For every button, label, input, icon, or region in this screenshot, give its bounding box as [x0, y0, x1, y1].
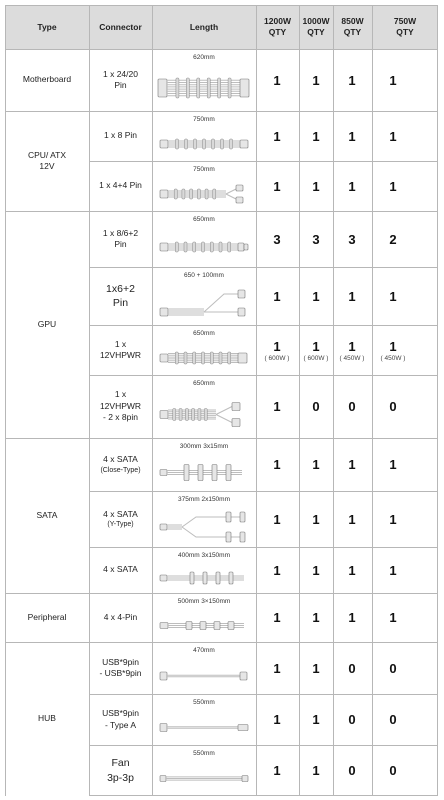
type-cpu-atx-12v: CPU/ ATX 12V: [27, 149, 67, 171]
qty-cell: [257, 211, 297, 267]
qty-cell: [296, 375, 336, 438]
connector-label: 1 x 8/6+2 Pin: [102, 227, 139, 249]
grid-column-line: [5, 5, 6, 796]
type-motherboard: Motherboard: [22, 74, 72, 85]
qty-cell: [296, 111, 336, 161]
connector-sublabel: (Y-Type): [107, 521, 134, 529]
qty-value: 1: [312, 178, 320, 194]
connector-cell: [89, 694, 152, 745]
qty-value: 0: [389, 660, 397, 676]
connector-cell: [89, 438, 152, 491]
qty-value: 1: [348, 288, 356, 304]
connector-cell: [89, 745, 152, 796]
qty-value: 1: [273, 128, 281, 144]
qty-cell: [257, 642, 297, 694]
qty-value: 1: [389, 128, 397, 144]
qty-value: 0: [348, 399, 356, 414]
qty-value: 1: [348, 128, 356, 144]
qty-cell: [257, 161, 297, 211]
qty-cell: [332, 745, 372, 796]
qty-wattage-note: ( 450W ): [380, 354, 406, 362]
grid-row-line: [89, 375, 438, 376]
qty-value: 1: [312, 128, 320, 144]
qty-value: 1: [273, 610, 281, 625]
qty-value: 1: [389, 178, 397, 194]
qty-cell: [296, 161, 336, 211]
connector-label: USB*9pin - Type A: [102, 708, 139, 730]
qty-value: 0: [348, 660, 356, 676]
qty-cell: [257, 325, 297, 375]
qty-value: 1: [348, 72, 356, 88]
qty-value: 1: [273, 288, 281, 304]
qty-cell: [332, 49, 372, 111]
qty-cell: [332, 375, 372, 438]
type-hub: HUB: [38, 713, 56, 724]
qty-value: 1: [273, 338, 281, 354]
grid-column-line: [89, 5, 90, 796]
connector-label: 4 x SATA: [103, 564, 138, 575]
qty-cell: [296, 745, 336, 796]
qty-cell: [373, 491, 413, 547]
connector-label: 4 x SATA: [103, 508, 138, 519]
qty-value: 1: [273, 399, 281, 414]
qty-value: 1: [273, 178, 281, 194]
qty-cell: [332, 642, 372, 694]
cable-length-label: 620mm: [193, 54, 215, 61]
qty-cell: [296, 211, 336, 267]
cable-illustration: [156, 281, 252, 321]
cable-illustration: [156, 607, 252, 638]
qty-value: 0: [389, 399, 397, 414]
connector-label: Fan 3p-3p: [107, 757, 134, 784]
qty-cell: [373, 49, 413, 111]
cable-illustration: [156, 125, 252, 157]
qty-cell: [332, 161, 372, 211]
qty-cell: [296, 593, 336, 642]
qty-value: 1: [273, 712, 281, 727]
connector-cell: [89, 375, 152, 438]
cable-length-label: 400mm 3x150mm: [177, 552, 231, 559]
qty-value: 1: [273, 457, 281, 472]
qty-cell: [332, 438, 372, 491]
grid-row-line: [5, 111, 438, 112]
cable-length-label: 375mm 2x150mm: [177, 496, 231, 503]
qty-value: 0: [389, 712, 397, 727]
qty-value: 3: [312, 231, 320, 247]
grid-row-line: [5, 5, 438, 6]
qty-value: 1: [348, 178, 356, 194]
qty-value: 0: [348, 712, 356, 727]
grid-column-line: [152, 5, 153, 796]
qty-value: 1: [389, 72, 397, 88]
qty-value: 1: [389, 610, 397, 625]
qty-cell: [332, 111, 372, 161]
header-1000w-qty: 1000W QTY: [302, 16, 330, 37]
cable-length-label: 650mm: [193, 330, 215, 337]
cable-length-label: 550mm: [193, 750, 215, 757]
qty-cell: [257, 694, 297, 745]
qty-cell: [296, 438, 336, 491]
qty-value: 1: [312, 763, 320, 778]
cable-illustration: [156, 656, 252, 690]
qty-cell: [257, 267, 297, 325]
cable-illustration: [156, 339, 252, 371]
qty-cell: [257, 745, 297, 796]
connector-label: 1 x 24/20 Pin: [103, 68, 138, 90]
cable-illustration: [156, 505, 252, 543]
qty-cell: [296, 547, 336, 593]
qty-cell: [257, 593, 297, 642]
qty-cell: [296, 49, 336, 111]
connector-label: 1 x 8 Pin: [103, 130, 138, 141]
grid-row-line: [89, 795, 438, 796]
connector-cell: [89, 211, 152, 267]
connector-cell: [89, 547, 152, 593]
qty-cell: [332, 547, 372, 593]
qty-wattage-note: ( 450W ): [339, 354, 365, 362]
connector-label: 1 x 12VHPWR - 2 x 8pin: [99, 389, 142, 423]
qty-value: 1: [312, 72, 320, 88]
cable-illustration: [156, 225, 252, 263]
type-peripheral: Peripheral: [27, 611, 67, 622]
qty-cell: [373, 111, 413, 161]
qty-cell: [296, 267, 336, 325]
connector-cell: [89, 161, 152, 211]
connector-label: 4 x SATA: [103, 454, 138, 465]
grid-row-line: [89, 267, 438, 268]
grid-row-line: [5, 642, 438, 643]
qty-cell: [257, 49, 297, 111]
qty-cell: [373, 593, 413, 642]
qty-value: 1: [312, 288, 320, 304]
qty-cell: [373, 161, 413, 211]
qty-cell: [373, 211, 413, 267]
qty-cell: [332, 593, 372, 642]
connector-cell: [89, 491, 152, 547]
qty-value: 1: [348, 511, 356, 527]
qty-cell: [373, 694, 413, 745]
qty-cell: [373, 745, 413, 796]
connector-cell: [89, 267, 152, 325]
qty-cell: [296, 491, 336, 547]
type-gpu: GPU: [37, 318, 57, 329]
qty-value: 1: [389, 457, 397, 472]
qty-value: 1: [273, 562, 281, 578]
qty-value: 0: [312, 399, 320, 414]
qty-cell: [332, 694, 372, 745]
header-850w-qty: 850W QTY: [341, 16, 364, 37]
connector-label: 4 x 4-Pin: [103, 611, 138, 622]
grid-row-line: [5, 211, 438, 212]
qty-wattage-note: ( 600W ): [303, 354, 329, 362]
cable-length-label: 470mm: [193, 647, 215, 654]
qty-cell: [332, 267, 372, 325]
grid-column-line: [437, 5, 438, 796]
cable-length-label: 500mm 3×150mm: [177, 598, 231, 605]
grid-column-line: [256, 5, 257, 796]
header-connector: Connector: [99, 21, 142, 32]
qty-cell: [296, 694, 336, 745]
grid-row-line: [89, 325, 438, 326]
connector-label: 1x6+2 Pin: [106, 282, 135, 309]
qty-value: 1: [348, 338, 356, 354]
connector-cell: [89, 642, 152, 694]
grid-row-line: [89, 491, 438, 492]
qty-value: 1: [389, 562, 397, 578]
qty-value: 1: [312, 562, 320, 578]
qty-value: 2: [389, 231, 397, 247]
qty-value: 1: [312, 457, 320, 472]
header-type: Type: [37, 21, 57, 32]
qty-value: 1: [348, 562, 356, 578]
grid-row-line: [89, 694, 438, 695]
qty-cell: [373, 325, 413, 375]
qty-value: 1: [312, 511, 320, 527]
qty-cell: [332, 325, 372, 375]
qty-cell: [332, 491, 372, 547]
connector-cell: [89, 111, 152, 161]
qty-value: 1: [348, 457, 356, 472]
cable-length-label: 550mm: [193, 699, 215, 706]
cable-illustration: [156, 708, 252, 741]
qty-cell: [257, 438, 297, 491]
grid-column-line: [299, 5, 300, 796]
qty-cell: [332, 211, 372, 267]
qty-value: 3: [273, 231, 281, 247]
qty-cell: [373, 267, 413, 325]
connector-label: 1 x 12VHPWR: [99, 338, 142, 360]
qty-cell: [257, 111, 297, 161]
cable-length-label: 750mm: [193, 166, 215, 173]
cable-illustration: [156, 389, 252, 434]
cable-illustration: [156, 63, 252, 107]
qty-value: 0: [389, 763, 397, 778]
qty-value: 1: [389, 288, 397, 304]
grid-row-line: [89, 547, 438, 548]
qty-cell: [296, 325, 336, 375]
grid-row-line: [5, 438, 438, 439]
qty-value: 1: [273, 660, 281, 676]
cable-length-label: 650mm: [193, 380, 215, 387]
cable-illustration: [156, 561, 252, 589]
qty-value: 1: [312, 712, 320, 727]
qty-value: 1: [312, 338, 320, 354]
qty-cell: [257, 547, 297, 593]
cable-illustration: [156, 452, 252, 487]
header-1200w-qty: 1200W QTY: [264, 16, 291, 37]
grid-row-line: [89, 745, 438, 746]
cable-length-label: 750mm: [193, 116, 215, 123]
grid-column-line: [333, 5, 334, 796]
qty-cell: [373, 375, 413, 438]
type-sata: SATA: [36, 509, 58, 520]
cable-table: [5, 5, 438, 796]
qty-value: 1: [389, 338, 397, 354]
cable-length-label: 650mm: [193, 216, 215, 223]
cable-illustration: [156, 175, 252, 207]
grid-column-line: [372, 5, 373, 796]
connector-label: 1 x 4+4 Pin: [99, 180, 142, 191]
connector-cell: [89, 593, 152, 642]
qty-value: 0: [348, 763, 356, 778]
qty-value: 1: [312, 660, 320, 676]
connector-cell: [89, 325, 152, 375]
qty-wattage-note: ( 600W ): [264, 354, 290, 362]
connector-cell: [89, 49, 152, 111]
qty-cell: [373, 547, 413, 593]
qty-cell: [373, 438, 413, 491]
cable-illustration: [156, 759, 252, 792]
header-length: Length: [189, 21, 219, 32]
grid-row-line: [5, 49, 438, 50]
qty-value: 1: [273, 72, 281, 88]
qty-value: 1: [312, 610, 320, 625]
qty-cell: [373, 642, 413, 694]
grid-row-line: [89, 161, 438, 162]
qty-value: 1: [389, 511, 397, 527]
connector-sublabel: (Close-Type): [100, 466, 141, 474]
qty-value: 1: [273, 511, 281, 527]
header-750w-qty: 750W QTY: [393, 16, 417, 37]
grid-row-line: [5, 593, 438, 594]
qty-value: 3: [348, 231, 356, 247]
cable-length-label: 300mm 3x15mm: [179, 443, 229, 450]
qty-value: 1: [273, 763, 281, 778]
qty-cell: [296, 642, 336, 694]
qty-value: 1: [348, 610, 356, 625]
cable-length-label: 650 + 100mm: [184, 272, 224, 279]
qty-cell: [257, 375, 297, 438]
connector-label: USB*9pin - USB*9pin: [99, 656, 142, 678]
qty-cell: [257, 491, 297, 547]
